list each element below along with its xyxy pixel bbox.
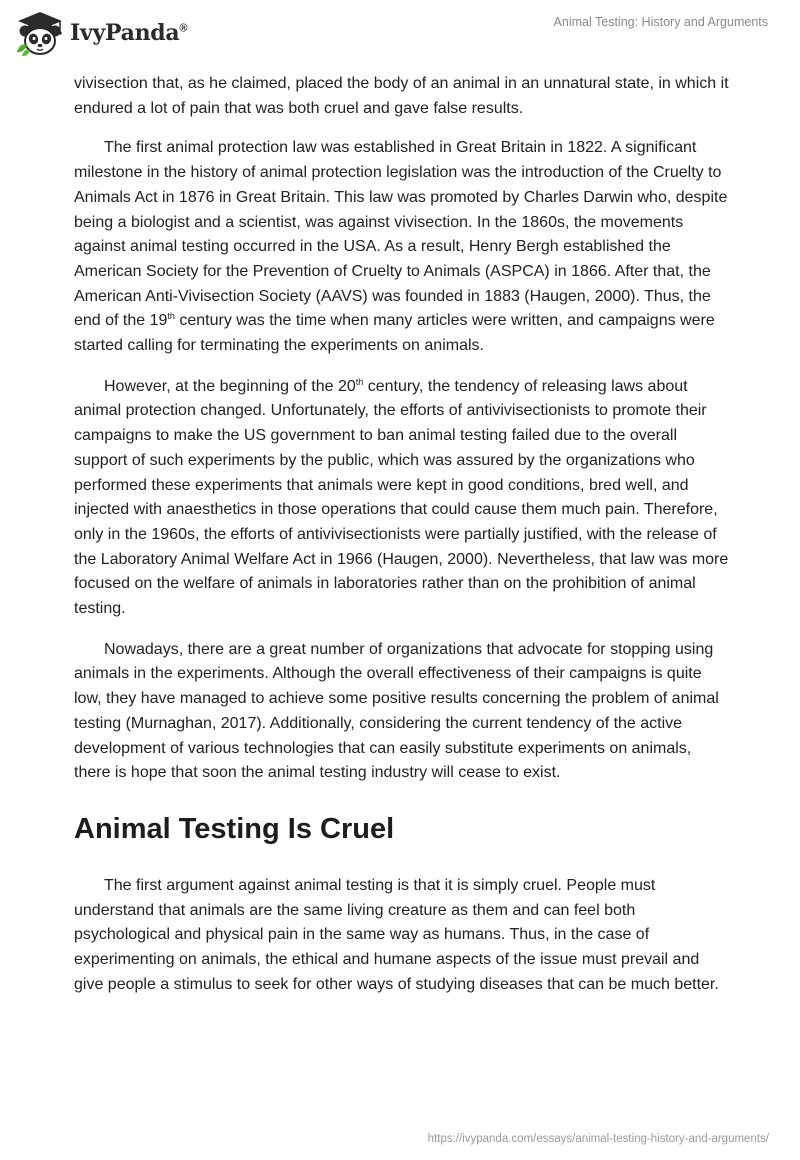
paragraph-text: However, at the beginning of the 20 — [104, 377, 356, 395]
paragraph-continued: vivisection that, as he claimed, placed the body of an animal in an unnatural state, in which it endured a lot of pain that was both cruel and gave false results. — [74, 75, 729, 117]
paragraph-nowadays: Nowadays, there are a great number of organizations that advocate for stopping using animals in the experiments. Although the overall effectiveness of their campaigns is quite low, they have managed to achieve some positive results concerning the problem of animal testing (Murnaghan, 2017). Additionally, considering the current tendency of the active development of various technologies that can easily substitute experiments on animals, there is hope that soon the animal testing industry will cease to exist. — [74, 640, 719, 782]
paragraph-text: century, the tendency of releasing laws about animal protection changed. Unfortunately, the efforts of antivivisectionists to promote their campaigns to make the US government to ban animal testing failed due to the overall support of such experiments by the public, which was assured by the organizations who performed these experiments that animals were kept in good conditions, bred well, and injected with anaesthetics in those operations that could cause them much pain. Therefore, only in the 1960s, the efforts of antivivisectionists were partially justified, with the release of the Laboratory Animal Welfare Act in 1966 (Haugen, 2000). Nevertheless, that law was more focused on the welfare of animals in laboratories rather than on the prohibition of animal testing. — [74, 377, 729, 618]
ordinal-superscript: th — [167, 311, 175, 322]
ordinal-superscript: th — [355, 376, 364, 387]
ivypanda-logo[interactable] — [14, 8, 187, 58]
paragraph-cruel-argument: The first argument against animal testing is that it is simply cruel. People must understand that animals are the same living creature as them and can feel both psychological and physical pain in the same way as humans. Thus, in the case of experimenting on animals, the ethical and humane aspects of the issue must prevail and give people a stimulus to seek for other ways of studying diseases that can be much better. — [74, 876, 719, 993]
section-heading: Animal Testing Is Cruel — [74, 812, 395, 845]
source-url[interactable]: https://ivypanda.com/essays/animal-testing-history-and-arguments/ — [427, 1133, 769, 1145]
document-title: Animal Testing: History and Arguments — [553, 15, 768, 29]
registered-mark: ® — [179, 22, 188, 35]
paragraph-history-legislation — [74, 136, 730, 358]
paragraph-text: century was the time when many articles were written, and campaigns were started calling for terminating the experiments on animals. — [74, 312, 715, 355]
essay-content — [74, 72, 730, 1014]
panda-graduate-icon — [14, 8, 66, 58]
paragraph-text: The first animal protection law was established in Great Britain in 1822. A significant milestone in the history of animal protection legislation was the introduction of the Cruelty to Animals Act in 1876 in Great Britain. This law was promoted by Charles Darwin who, despite being a biologist and a scientist, was against vivisection. In the 1860s, the movements against animal testing occurred in the USA. As a result, Henry Bergh established the American Society for the Prevention of Cruelty to Animals (ASPCA) in 1866. After that, the American Anti-Vivisection Society (AAVS) was founded in 1883 (Haugen, 2000). Thus, the end of the 19 — [74, 139, 728, 330]
page-header — [0, 0, 800, 64]
paragraph-twentieth-century — [74, 375, 730, 622]
brand-name: IvyPanda® — [70, 20, 188, 46]
